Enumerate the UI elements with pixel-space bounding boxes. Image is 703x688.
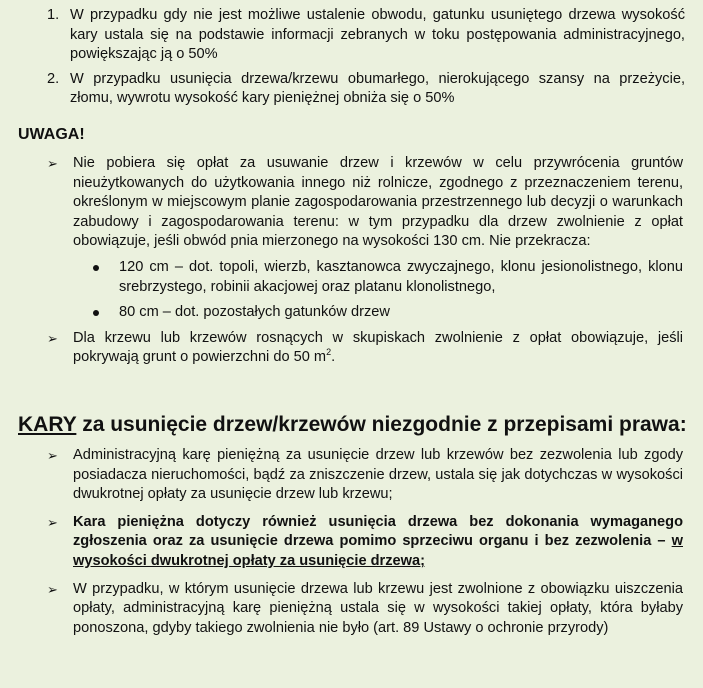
item-text: Administracyjną karę pieniężną za usunięcie drzew lub krzewów bez zezwolenia lub zgody posiadacza nieruchomości, bądź za zniszczenie drzew, ustala się jak dotychczas w wysokości dwukrotnej opłaty za usunięcie drzew lub krzewu;	[73, 447, 683, 503]
item-text: W przypadku gdy nie jest możliwe ustalenie obwodu, gatunku usuniętego drzewa wysokość kary ustala się na podstawie informacji zebranych w toku postępowania administracyjnego, powiększając ją o 50%	[70, 7, 685, 63]
item-text: W przypadku, w którym usunięcie drzewa lub krzewu jest zwolnione z obowiązku uiszczenia opłaty, administracyjną karę pieniężną ustala się w wysokości takiej opłaty, która byłaby ponoszona, gdyby takiego zwolnienia nie było (art. 89 Ustawy o ochronie przyrody)	[73, 580, 683, 636]
list-item	[0, 513, 703, 572]
kary-list	[0, 446, 703, 638]
list-item	[0, 446, 703, 505]
item-text-bold: Kara pieniężna dotyczy również usunięcia drzewa bez dokonania wymaganego zgłoszenia oraz za usunięcie drzewa pomimo sprzeciwu organu i bez zezwolenia –	[73, 513, 683, 550]
bullet-dot-icon	[93, 265, 99, 271]
list-item	[0, 329, 703, 368]
numbered-list	[0, 6, 703, 114]
item-number: 1.	[47, 7, 60, 23]
item-text-bold-underlined: w wysokości dwukrotnej opłaty za usunięcie drzewa;	[73, 533, 683, 569]
list-item	[0, 6, 703, 65]
bullet-item	[0, 303, 703, 323]
bullet-dot-icon	[93, 310, 99, 316]
superscript: 2	[326, 347, 332, 358]
arrow-bullet-icon: ➢	[47, 514, 58, 530]
uwaga-list	[0, 154, 703, 368]
item-number: 2.	[47, 70, 60, 87]
arrow-bullet-icon: ➢	[47, 156, 58, 171]
list-item	[0, 70, 703, 109]
bullet-text: 120 cm – dot. topoli, wierzb, kasztanowca zwyczajnego, klonu jesionolistnego, klonu srebrzystego, robinii akacjowej oraz platanu klonolistnego,	[119, 258, 683, 295]
bullet-list	[0, 258, 703, 323]
heading-kary: KARY	[18, 413, 77, 436]
list-item	[0, 580, 703, 639]
item-text: Dla krzewu lub krzewów rosnących w skupiskach zwolnienie z opłat obowiązuje, jeśli pokrywają grunt o powierzchni do 50 m	[73, 329, 683, 366]
item-text-end: .	[331, 349, 336, 366]
list-item	[0, 154, 703, 252]
arrow-bullet-icon: ➢	[47, 581, 58, 597]
bullet-text: 80 cm – dot. pozostałych gatunków drzew	[119, 304, 390, 321]
item-text: Nie pobiera się opłat za usuwanie drzew i krzewów w celu przywrócenia gruntów nieużytkowanych do użytkowania innego niż rolnicze, zgodnego z przeznaczeniem terenu, określonym w miejscowym planie zagospodarowania przestrzennego lub decyzji o warunkach zabudowy i zagospodarowania terenu: w tym przypadku dla drzew zwolnienie z opłat obowiązuje, jeśli obwód pnia mierzonego na wysokości 130 cm. Nie przekracza:	[73, 155, 683, 250]
uwaga-label: UWAGA!	[18, 126, 85, 143]
heading-rest: za usunięcie drzew/krzewów niezgodnie z przepisami prawa:	[76, 413, 687, 436]
arrow-bullet-icon: ➢	[47, 330, 58, 346]
section-heading	[18, 412, 687, 438]
item-text: W przypadku usunięcia drzewa/krzewu obumarłego, nierokującego szansy na przeżycie, złomu, wywrotu wysokość kary pieniężnej obniża się o 50%	[70, 70, 685, 107]
arrow-bullet-icon: ➢	[47, 448, 58, 463]
bullet-item	[0, 258, 703, 297]
